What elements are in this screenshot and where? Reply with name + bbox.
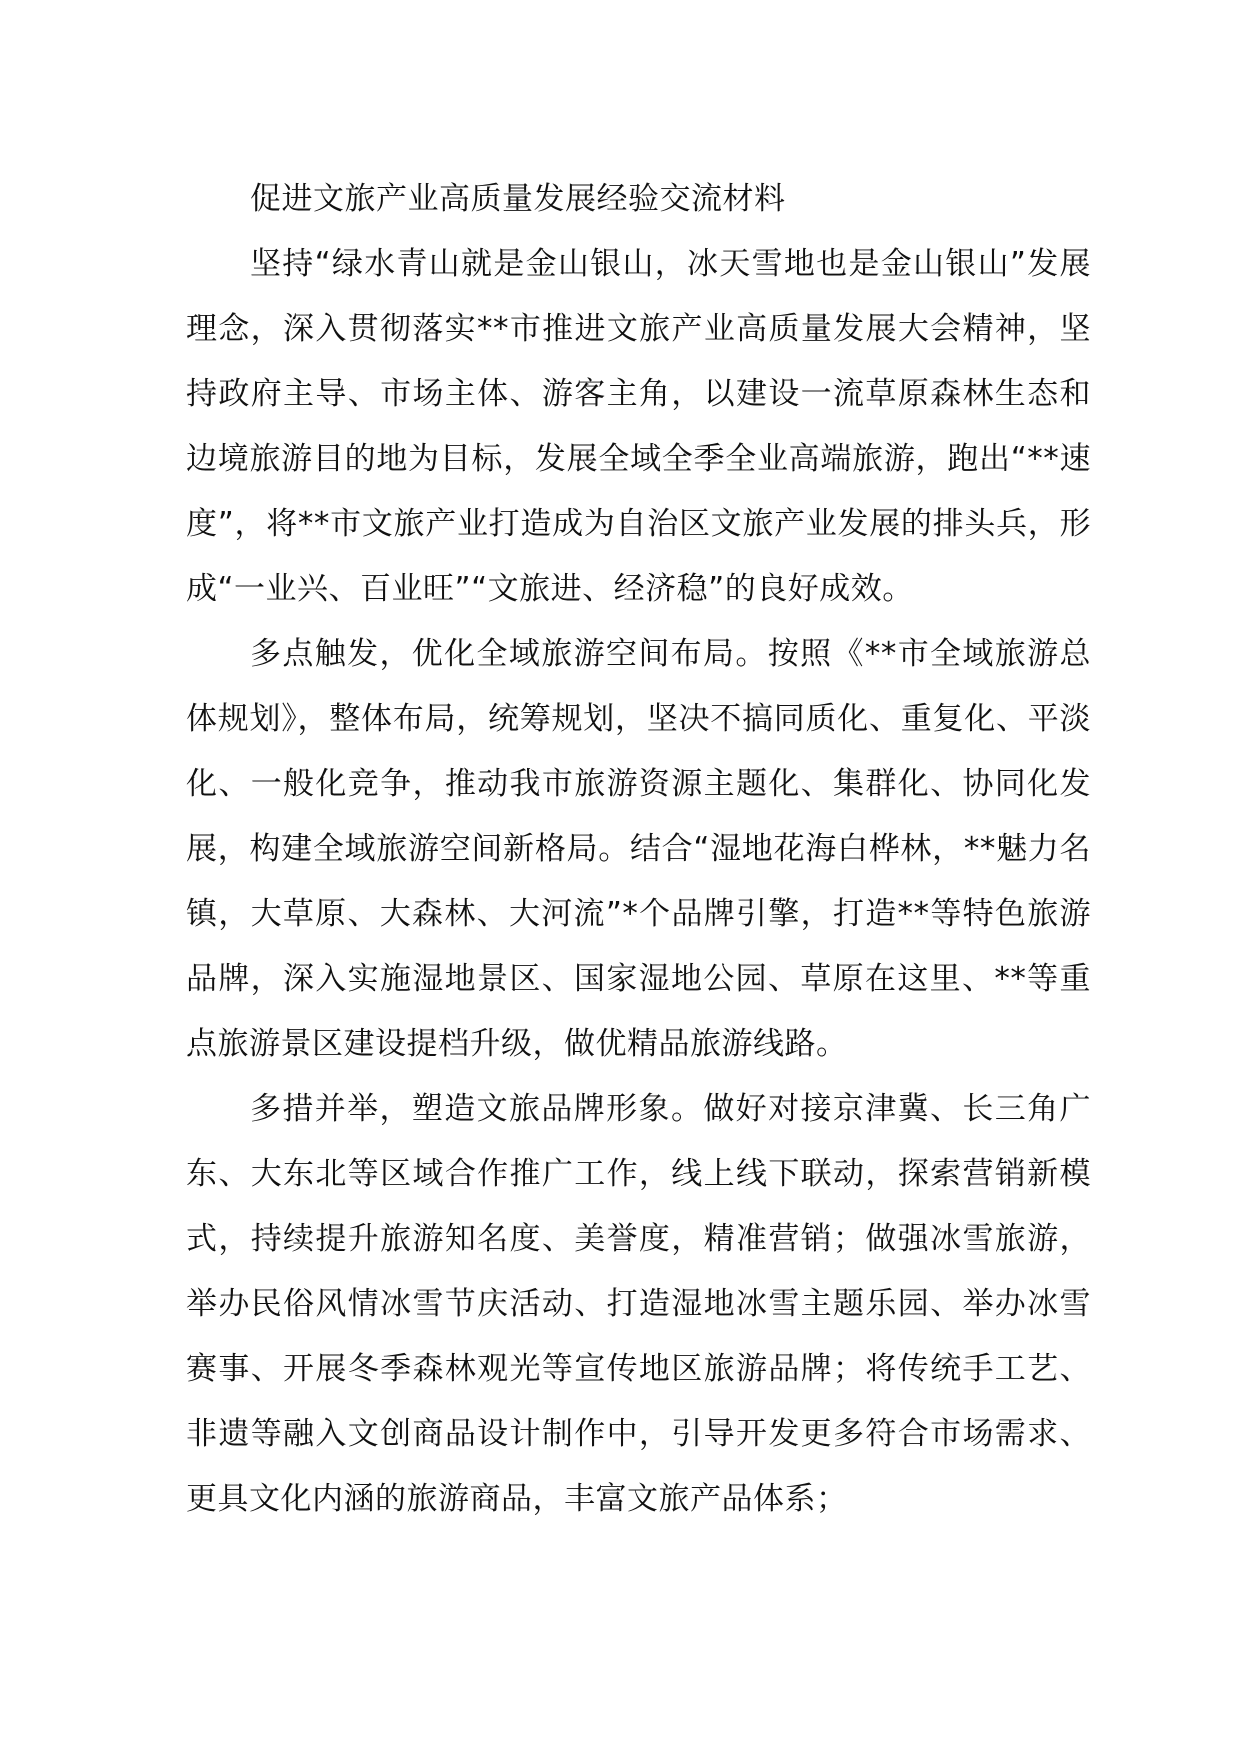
document-body: [186, 167, 1091, 1532]
paragraph-spatial-layout: 多点触发，优化全域旅游空间布局。按照《**市全域旅游总体规划》，整体布局，统筹规划，坚决不搞同质化、重复化、平淡化、一般化竞争，推动我市旅游资源主题化、集群化、协同化发展，构建全域旅游空间新格局。结合“湿地花海白桦林，**魅力名镇，大草原、大森林、大河流”*个品牌引擎，打造**等特色旅游品牌，深入实施湿地景区、国家湿地公园、草原在这里、**等重点旅游景区建设提档升级，做优精品旅游线路。: [186, 636, 1091, 1062]
paragraph-brand-image: 多措并举，塑造文旅品牌形象。做好对接京津冀、长三角广东、大东北等区域合作推广工作，线上线下联动，探索营销新模式，持续提升旅游知名度、美誉度，精准营销；做强冰雪旅游，举办民俗风情冰雪节庆活动、打造湿地冰雪主题乐园、举办冰雪赛事、开展冬季森林观光等宣传地区旅游品牌；将传统手工艺、非遗等融入文创商品设计制作中，引导开发更多符合市场需求、更具文化内涵的旅游商品，丰富文旅产品体系；: [186, 1091, 1091, 1517]
paragraph-intro: 坚持“绿水青山就是金山银山，冰天雪地也是金山银山”发展理念，深入贯彻落实**市推进文旅产业高质量发展大会精神，坚持政府主导、市场主体、游客主角，以建设一流草原森林生态和边境旅游目的地为目标，发展全域全季全业高端旅游，跑出“**速度”，将**市文旅产业打造成为自治区文旅产业发展的排头兵，形成“一业兴、百业旺”“文旅进、经济稳”的良好成效。: [186, 246, 1091, 607]
document-title: 促进文旅产业高质量发展经验交流材料: [250, 181, 786, 217]
